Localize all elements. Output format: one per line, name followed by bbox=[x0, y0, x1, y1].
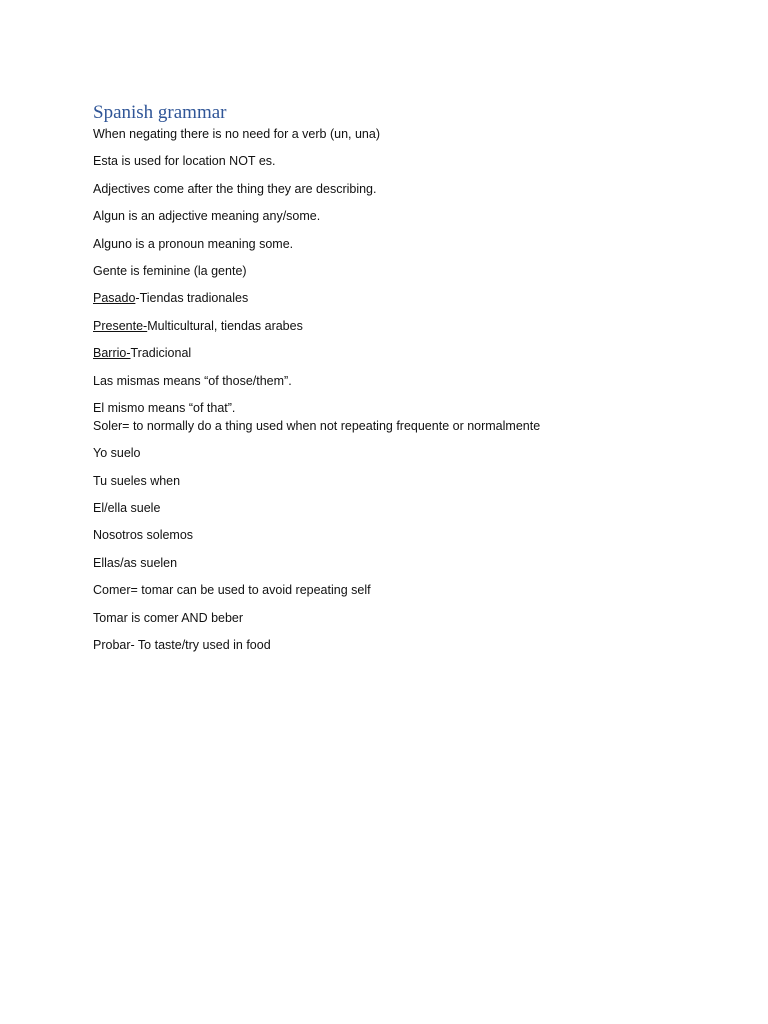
term-description: Tradicional bbox=[130, 346, 192, 361]
underlined-term: Presente- bbox=[93, 318, 148, 333]
note-line: Gente is feminine (la gente) bbox=[93, 263, 247, 278]
note-line: Comer= tomar can be used to avoid repeating self bbox=[93, 583, 371, 598]
underlined-term: Pasado bbox=[93, 291, 136, 306]
note-line: Yo suelo bbox=[93, 446, 141, 461]
note-line: Adjectives come after the thing they are describing. bbox=[93, 181, 377, 196]
note-line: Las mismas means “of those/them”. bbox=[93, 373, 292, 388]
underlined-term: Barrio- bbox=[93, 346, 131, 361]
note-line: Tu sueles when bbox=[93, 473, 181, 488]
note-line-pasado bbox=[93, 289, 713, 307]
note-line: When negating there is no need for a verb (un, una) bbox=[93, 127, 380, 141]
note-line: Algun is an adjective meaning any/some. bbox=[93, 209, 321, 224]
term-description: -Tiendas tradionales bbox=[135, 291, 249, 306]
note-line: Probar- To taste/try used in food bbox=[93, 638, 271, 653]
note-line: Esta is used for location NOT es. bbox=[93, 154, 276, 169]
note-line: Tomar is comer AND beber bbox=[93, 610, 244, 625]
document-title: Spanish grammar bbox=[93, 102, 227, 123]
note-line: Ellas/as suelen bbox=[93, 555, 178, 570]
note-line: El mismo means “of that”. bbox=[93, 400, 236, 415]
note-line: Alguno is a pronoun meaning some. bbox=[93, 236, 294, 251]
note-line-barrio bbox=[93, 344, 713, 362]
note-line-presente bbox=[93, 317, 713, 335]
note-line: Nosotros solemos bbox=[93, 528, 194, 543]
note-line: El/ella suele bbox=[93, 501, 161, 516]
document-page bbox=[93, 101, 713, 654]
term-description: Multicultural, tiendas arabes bbox=[147, 318, 303, 333]
note-line: Soler= to normally do a thing used when not repeating frequente or normalmente bbox=[93, 418, 541, 433]
